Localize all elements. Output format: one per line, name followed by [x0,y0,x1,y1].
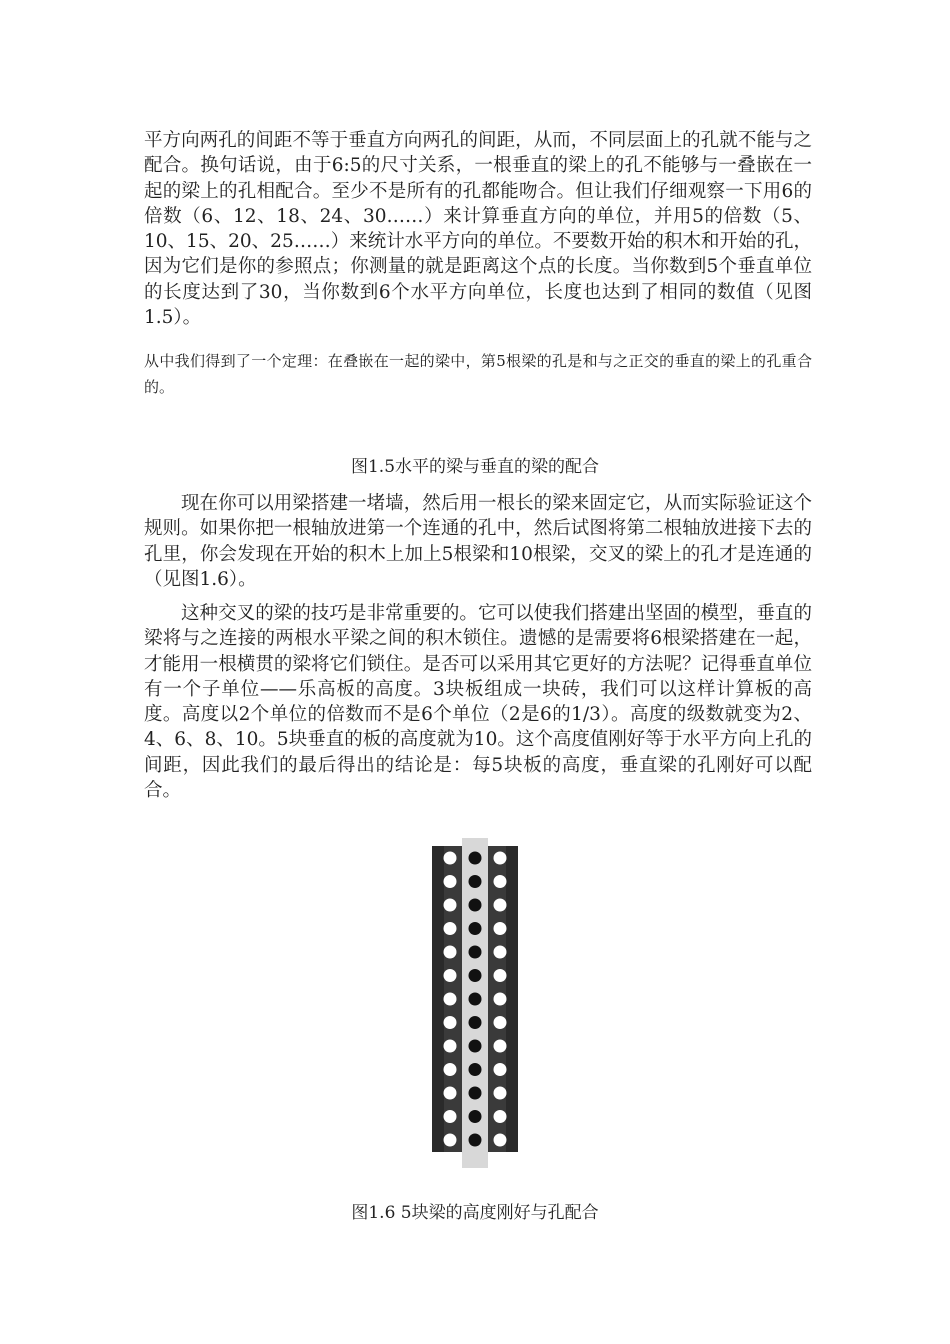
beam-hole [494,946,507,959]
beam-hole [469,1134,482,1147]
beam-hole [469,922,482,935]
beam-hole [469,1040,482,1053]
beam-hole [444,875,457,888]
beam-hole [469,946,482,959]
paragraph-1: 平方向两孔的间距不等于垂直方向两孔的间距，从而，不同层面上的孔就不能与之配合。换句话说，由于6:5的尺寸关系，一根垂直的梁上的孔不能够与一叠嵌在一起的梁上的孔相配合。至少不是所有的孔都能吻合。但让我们仔细观察一下用6的倍数（6、12、18、24、30……）来计算垂直方向的单位，并用5的倍数（5、10、15、20、25……）来统计水平方向的单位。不要数开始的积木和开始的孔，因为它们是你的参照点；你测量的就是距离这个点的长度。当你数到5个垂直单位的长度达到了30，当你数到6个水平方向单位，长度也达到了相同的数值（见图1.5）。 [144,130,812,329]
beam-hole [494,1110,507,1123]
beam-hole [444,1087,457,1100]
beam-hole [444,922,457,935]
beam-hole [494,1016,507,1029]
beam-hole [494,1040,507,1053]
beam-hole [444,969,457,982]
beam-hole [444,1040,457,1053]
beam-hole [494,993,507,1006]
beam-hole [494,1063,507,1076]
figure-1-5-caption: 图1.5水平的梁与垂直的梁的配合 [350,457,600,477]
beam-hole [444,946,457,959]
beam-hole [494,899,507,912]
beam-hole [469,899,482,912]
beam-hole [494,875,507,888]
figure-1-6-caption: 图1.6 5块梁的高度刚好与孔配合 [351,1203,599,1223]
beam-hole [444,1063,457,1076]
beam-hole [494,852,507,865]
beam-hole [469,852,482,865]
beam-hole [494,969,507,982]
beam-hole [494,1087,507,1100]
beam-hole [444,1134,457,1147]
lego-beam-figure [420,838,530,1168]
beam-hole [469,969,482,982]
beam-hole [469,1016,482,1029]
beam-hole [494,1134,507,1147]
beam-hole [469,1110,482,1123]
beam-hole [444,1016,457,1029]
beam-hole [469,875,482,888]
stacked-beams-left-edge [432,846,444,1152]
beam-hole [444,852,457,865]
beam-hole [469,993,482,1006]
stacked-beams-right-edge [506,846,518,1152]
paragraph-theorem: 从中我们得到了一个定理：在叠嵌在一起的梁中，第5根梁的孔是和与之正交的垂直的梁上的孔重合的。 [144,352,812,396]
paragraph-4: 这种交叉的梁的技巧是非常重要的。它可以使我们搭建出坚固的模型，垂直的梁将与之连接的两根水平梁之间的积木锁住。遗憾的是需要将6根梁搭建在一起，才能用一根横贯的梁将它们锁住。是否可以采用其它更好的方法呢？记得垂直单位有一个子单位——乐高板的高度。3块板组成一块砖，我们可以这样计算板的高度。高度以2个单位的倍数而不是6个单位（2是6的1/3）。高度的级数就变为2、4、6、8、10。5块垂直的板的高度就为10。这个高度值刚好等于水平方向上孔的间距，因此我们的最后得出的结论是：每5块板的高度，垂直梁的孔刚好可以配合。 [144,603,812,802]
beam-hole [444,993,457,1006]
beam-hole [469,1087,482,1100]
beam-hole [444,899,457,912]
paragraph-3: 现在你可以用梁搭建一堵墙，然后用一根长的梁来固定它，从而实际验证这个规则。如果你把一根轴放进第一个连通的孔中，然后试图将第二根轴放进接下去的孔里，你会发现在开始的积木上加上5根梁和10根梁，交叉的梁上的孔才是连通的（见图1.6）。 [144,493,812,590]
beam-hole [469,1063,482,1076]
beam-hole [494,922,507,935]
beam-hole [444,1110,457,1123]
